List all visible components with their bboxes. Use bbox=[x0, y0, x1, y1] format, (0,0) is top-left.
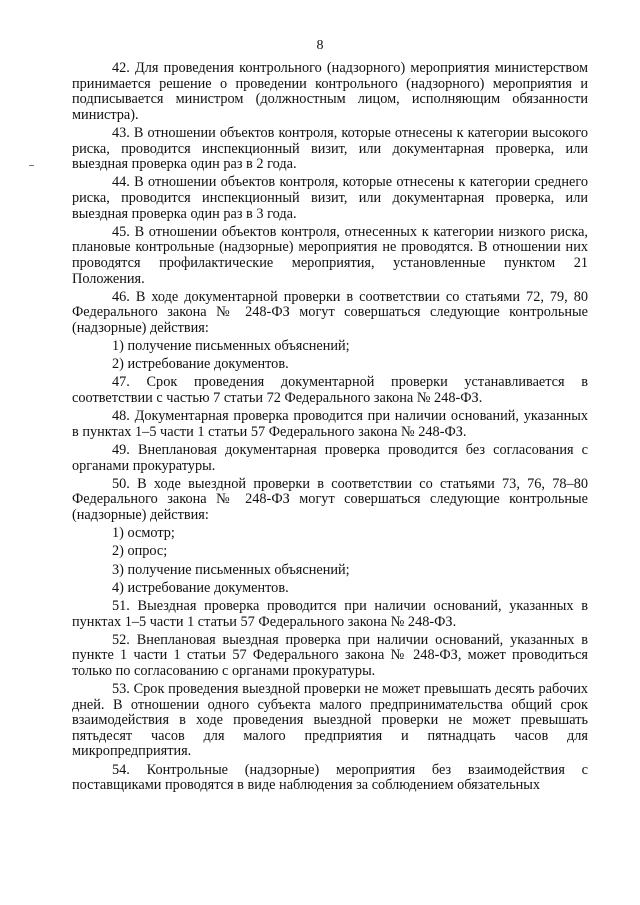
document-body bbox=[72, 61, 588, 796]
list-item: 1) осмотр; bbox=[112, 525, 175, 542]
list-item: 1) получение письменных объяснений; bbox=[112, 338, 350, 355]
paragraph-54: 54. Контрольные (надзорные) мероприятия без взаимодействия с поставщиками проводятся в виде наблюдения за соблюдением обязательных bbox=[72, 761, 588, 794]
page-number: 8 bbox=[316, 38, 324, 53]
paragraph-44: 44. В отношении объектов контроля, которые отнесены к категории среднего риска, проводится инспекционный визит, или документарная проверка, или выездная проверка один раз в 3 года. bbox=[72, 174, 588, 222]
paragraph-49: 49. Внеплановая документарная проверка проводится без согласования с органами прокуратуры. bbox=[72, 442, 588, 474]
paragraph-52: 52. Внеплановая выездная проверка при наличии оснований, указанных в пункте 1 части 1 статьи 57 Федерального закона № 248-ФЗ, может проводиться только по согласованию с органами прокуратуры. bbox=[72, 631, 588, 679]
paragraph-43: 43. В отношении объектов контроля, которые отнесены к категории высокого риска, проводится инспекционный визит, или документарная проверка, или выездная проверка один раз в 2 года. bbox=[72, 124, 588, 173]
paragraph-50: 50. В ходе выездной проверки в соответствии со статьями 73, 76, 78–80 Федерального закона № 248-ФЗ могут совершаться следующие контрольные (надзорные) действия: bbox=[72, 475, 588, 523]
paragraph-48: 48. Документарная проверка проводится при наличии оснований, указанных в пунктах 1–5 части 1 статьи 57 Федерального закона № 248-ФЗ. bbox=[72, 408, 588, 440]
paragraph-53: 53. Срок проведения выездной проверки не может превышать десять рабочих дней. В отношении одного субъекта малого предпринимательства общий срок взаимодействия в ходе проведения выездной проверки не может превышать пятьдесят часов для малого предприятия и пятнадцать часов для микропредприятия. bbox=[72, 681, 588, 760]
paragraph-47: 47. Срок проведения документарной проверки устанавливается в соответствии с частью 7 статьи 72 Федерального закона № 248-ФЗ. bbox=[72, 374, 588, 407]
list-item: 3) получение письменных объяснений; bbox=[112, 561, 350, 578]
margin-mark bbox=[29, 165, 34, 166]
list-item: 4) истребование документов. bbox=[112, 579, 289, 596]
list-item: 2) истребование документов. bbox=[112, 356, 289, 373]
paragraph-51: 51. Выездная проверка проводится при наличии оснований, указанных в пунктах 1–5 части 1 статьи 57 Федерального закона № 248-ФЗ. bbox=[72, 597, 588, 630]
paragraph-45: 45. В отношении объектов контроля, отнесенных к категории низкого риска, плановые контрольные (надзорные) мероприятия не проводятся. В отношении них проводятся профилактические мероприятия, установленные пунктом 21 Положения. bbox=[72, 223, 588, 287]
paragraph-46: 46. В ходе документарной проверки в соответствии со статьями 72, 79, 80 Федерального закона № 248-ФЗ могут совершаться следующие контрольные (надзорные) действия: bbox=[72, 288, 588, 336]
list-item: 2) опрос; bbox=[112, 543, 168, 560]
paragraph-42: 42. Для проведения контрольного (надзорного) мероприятия министерством принимается решение о проведении контрольного (надзорного) мероприятия и подписывается министром (должностным лицом, исполняющим обязанности министра). bbox=[72, 60, 588, 123]
